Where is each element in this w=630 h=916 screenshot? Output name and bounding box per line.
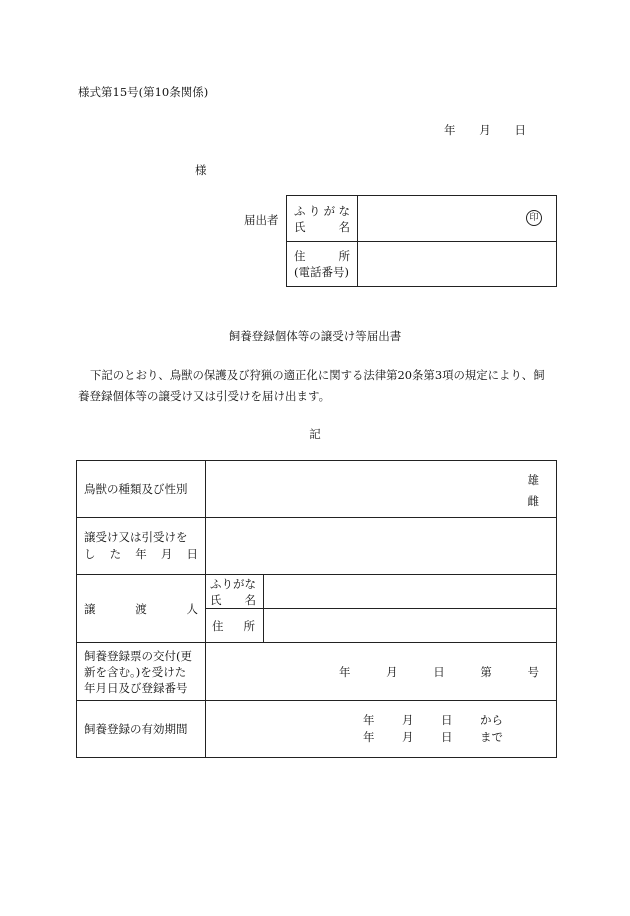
validity-period-field[interactable]: [206, 701, 557, 758]
seal-icon: 印: [526, 210, 542, 226]
transfer-date-label: 譲受け又は引受けを し た 年 月 日: [77, 518, 206, 575]
date-line: [444, 122, 526, 138]
date-day: 日: [514, 123, 526, 137]
document-title: 飼養登録個体等の譲受け等届出書: [228, 329, 402, 343]
registration-issue-field[interactable]: 年 月 日 第 号: [206, 643, 557, 701]
transferor-label: 譲 渡 人: [77, 575, 206, 643]
body-line-1: 下記のとおり、鳥獣の保護及び狩猟の適正化に関する法律第20条第3項の規定により、飼: [90, 368, 545, 382]
species-sex-label: 鳥獣の種類及び性別: [77, 461, 206, 518]
transferor-name-label: ふりがな 氏 名: [206, 575, 264, 609]
date-month: 月: [479, 123, 491, 137]
phone-label: (電話番号): [294, 265, 349, 279]
species-sex-field[interactable]: [206, 461, 557, 518]
ki-heading: 記: [309, 427, 321, 441]
transferor-address-field[interactable]: [264, 609, 557, 643]
applicant-name-label-cell: ふ り が な 氏 名: [287, 196, 358, 242]
body-line-2: 養登録個体等の譲受け又は引受けを届け出ます。: [78, 389, 331, 403]
form-number: 様式第15号(第10条関係): [78, 85, 209, 99]
transferor-name-field[interactable]: [264, 575, 557, 609]
registration-issue-label: 飼養登録票の交付(更 新を含む。)を受けた 年月日及び登録番号: [77, 643, 206, 701]
transferor-address-label: 住 所: [206, 609, 264, 643]
addressee-suffix: 様: [195, 163, 207, 177]
sex-male: 雄: [527, 473, 539, 487]
validity-period-label: 飼養登録の有効期間: [77, 701, 206, 758]
validity-to: 年 月 日 まで: [363, 730, 503, 744]
validity-from: 年 月 日 から: [363, 713, 503, 727]
date-year: 年: [444, 123, 456, 137]
applicant-table: [286, 195, 557, 287]
applicant-label: 届出者: [244, 213, 279, 227]
applicant-address-field[interactable]: [358, 242, 557, 287]
sex-female: 雌: [527, 494, 539, 508]
applicant-address-label-cell: 住 所 (電話番号): [287, 242, 358, 287]
transfer-date-field[interactable]: [206, 518, 557, 575]
applicant-name-field[interactable]: [358, 196, 557, 242]
record-table: [76, 460, 557, 758]
